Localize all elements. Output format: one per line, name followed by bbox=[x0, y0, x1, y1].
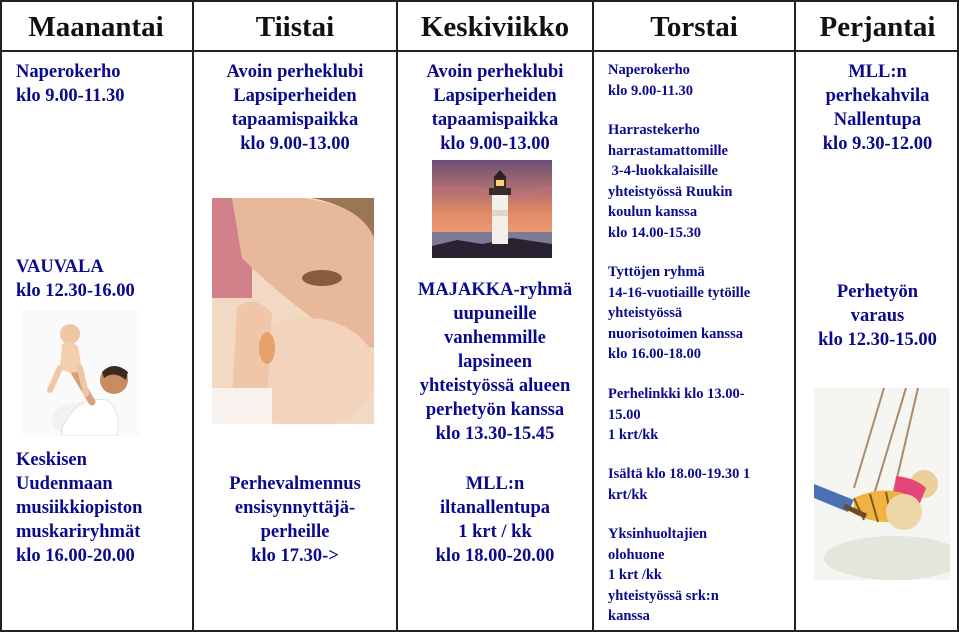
thursday-naperokerho: Naperokerho klo 9.00-11.30 bbox=[608, 62, 693, 99]
tuesday-perheklubi: Avoin perheklubi Lapsiperheiden tapaamispaikka klo 9.00-13.00 bbox=[226, 62, 364, 154]
header-divider bbox=[0, 50, 959, 52]
wednesday-iltanallentupa: MLL:n iltanallentupa 1 krt / kk klo 18.00-20.00 bbox=[435, 474, 555, 566]
lighthouse-photo bbox=[432, 160, 552, 258]
thursday-tyttojen-ryhma: Tyttöjen ryhmä 14-16-vuotiaille tytöille yhteistyössä nuorisotoimen kanssa klo 16.00-18.00 bbox=[608, 264, 751, 362]
header-monday: Maanantai bbox=[28, 11, 164, 43]
monday-naperokerho: Naperokerho klo 9.00-11.30 bbox=[16, 62, 125, 106]
thursday-isalta: Isältä klo 18.00-19.30 1 krt/kk bbox=[608, 466, 751, 503]
friday-perhekahvila: MLL:n perhekahvila Nallentupa klo 9.30-12.00 bbox=[822, 62, 933, 154]
wednesday-majakka: MAJAKKA-ryhmä uupuneille vanhemmille lapsineen yhteistyössä alueen perhetyön kanssa klo 13.30-15.45 bbox=[417, 280, 573, 444]
thursday-yksinhuoltajien: Yksinhuoltajien olohuone 1 krt /kk yhteistyössä srk:n kanssa bbox=[608, 526, 719, 624]
header-thursday: Torstai bbox=[650, 11, 738, 43]
thursday-perhelinkki: Perhelinkki klo 13.00- 15.00 1 krt/kk bbox=[608, 386, 745, 443]
friday-perhetyon-varaus: Perhetyön varaus klo 12.30-15.00 bbox=[818, 282, 937, 350]
thursday-harrastekerho: Harrastekerho harrastamattomille 3-4-luokkalaisille yhteistyössä Ruukin koulun kanssa klo 14.00-15.30 bbox=[608, 122, 733, 241]
monday-muskari: Keskisen Uudenmaan musiikkiopiston muskariryhmät klo 16.00-20.00 bbox=[16, 450, 143, 566]
header-wednesday: Keskiviikko bbox=[420, 11, 570, 43]
header-tuesday: Tiistai bbox=[255, 11, 335, 43]
monday-vauvala: VAUVALA klo 12.30-16.00 bbox=[16, 257, 135, 301]
father-baby-photo bbox=[22, 310, 140, 436]
tuesday-perhevalmennus: Perhevalmennus ensisynnyttäjä- perheille klo 17.30-> bbox=[229, 474, 361, 566]
mother-baby-photo bbox=[212, 198, 374, 424]
header-friday: Perjantai bbox=[819, 11, 936, 43]
column-divider bbox=[592, 0, 594, 632]
wednesday-perheklubi: Avoin perheklubi Lapsiperheiden tapaamispaikka klo 9.00-13.00 bbox=[426, 62, 564, 154]
children-swing-photo bbox=[814, 388, 950, 580]
